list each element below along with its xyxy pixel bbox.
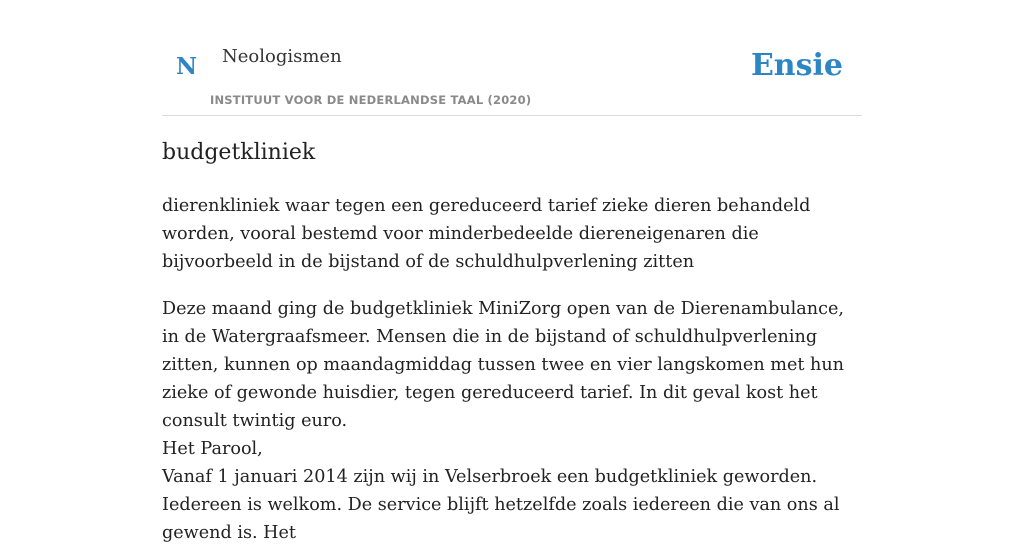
- usage-quote-source: Het Parool,: [162, 439, 263, 459]
- brand-logo-link[interactable]: Ensie: [750, 48, 843, 83]
- source-name-link[interactable]: Neologismen: [222, 46, 342, 67]
- source-header: [162, 0, 862, 116]
- entry-definition: dierenkliniek waar tegen een gereduceerd tarief zieke dieren behandeld worden, vooral bestemd voor minderbedeelde diereneigenaren die bijvoorbeeld in de bijstand of de schuldhulpverlening zitten: [162, 196, 811, 272]
- usage-quote-text: Deze maand ging de budgetkliniek MiniZorg open van de Dierenambulance, in de Watergraafsmeer. Mensen die in de bijstand of schuldhulpverlening zitten, kunnen op maandagmiddag tussen twee en vier langskomen met hun zieke of gewonde huisdier, tegen gereduceerd tarief. In dit geval kost het consult twintig euro.: [162, 299, 845, 431]
- entry-term: budgetkliniek: [162, 140, 316, 165]
- source-letter-icon: N: [176, 53, 198, 80]
- source-meta: INSTITUUT VOOR DE NEDERLANDSE TAAL (2020): [210, 93, 532, 107]
- usage-quote-2: Vanaf 1 januari 2014 zijn wij in Velserbroek een budgetkliniek geworden. Iedereen is welkom. De service blijft hetzelfde zoals iedereen die van ons al gewend is. Het: [162, 467, 840, 543]
- usage-quote: [162, 295, 864, 463]
